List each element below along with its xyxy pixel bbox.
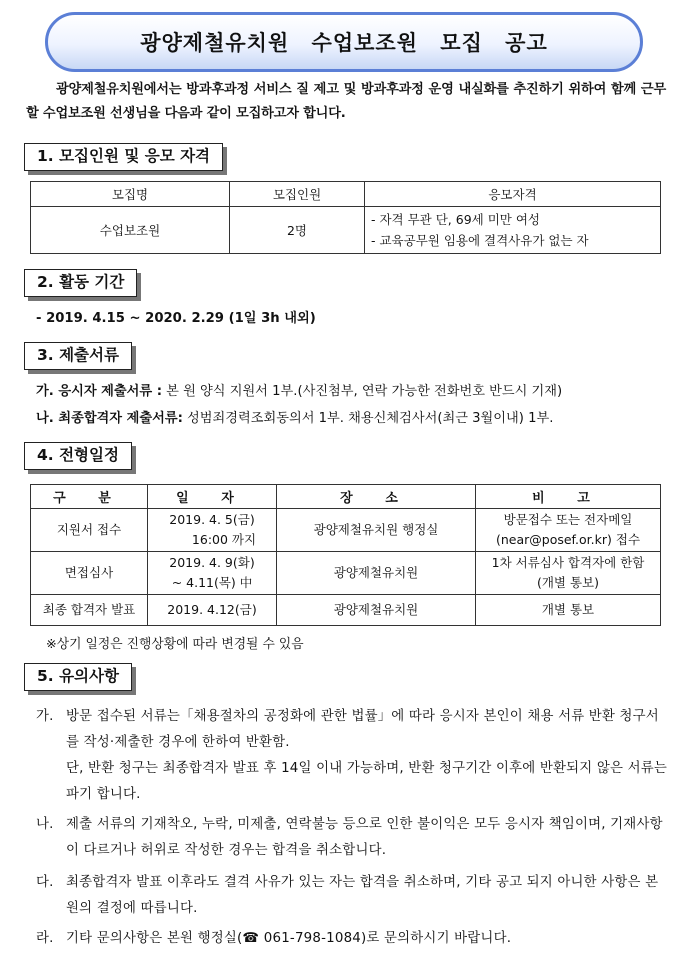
note-item xyxy=(28,704,668,808)
schedule-place: 광양제철유치원 xyxy=(277,552,476,595)
document-text: 본 원 양식 지원서 1부.(사진첨부, 연락 가능한 전화번호 반드시 기재) xyxy=(161,384,563,399)
document-label: 나. 최종합격자 제출서류: xyxy=(36,411,183,426)
recruit-qualifications xyxy=(365,207,661,254)
note-text: 최종합격자 발표 이후라도 결격 사유가 있는 자는 합격을 취소하며, 기타 공고 되지 아니한 사항은 본원의 결정에 따릅니다. xyxy=(66,875,659,916)
note-label: 나. xyxy=(36,817,54,832)
date-line: 2019. 4. 9(화) xyxy=(169,555,255,570)
schedule-note: 개별 통보 xyxy=(476,595,661,626)
schedule-type: 지원서 접수 xyxy=(31,509,148,552)
section-heading-qualification: 1. 모집인원 및 응모 자격 xyxy=(24,143,223,171)
qualification-item: - 교육공무원 임용에 결격사유가 없는 자 xyxy=(371,233,589,248)
table-header: 비 고 xyxy=(476,485,661,509)
schedule-note xyxy=(476,509,661,552)
section-heading-notes: 5. 유의사항 xyxy=(24,663,132,691)
note-label: 라. xyxy=(36,931,54,946)
date-line: 2019. 4. 5(금) xyxy=(169,512,255,527)
schedule-footnote: ※상기 일정은 진행상황에 따라 변경될 수 있음 xyxy=(46,637,304,652)
table-header: 일 자 xyxy=(148,485,277,509)
table-row xyxy=(31,509,661,552)
note-text: 기타 문의사항은 본원 행정실(☎ 061-798-1084)로 문의하시기 바랍니다. xyxy=(66,931,512,946)
document-item-applicant xyxy=(36,380,562,399)
note-item xyxy=(28,812,668,864)
note-text-continued: 단, 반환 청구는 최종합격자 발표 후 14일 이내 가능하며, 반환 청구기간 이후에 반환되지 않은 서류는 파기 합니다. xyxy=(66,761,668,802)
note-item xyxy=(28,926,668,952)
table-header: 모집명 xyxy=(31,182,230,207)
schedule-table xyxy=(30,484,661,626)
schedule-type: 면접심사 xyxy=(31,552,148,595)
schedule-date xyxy=(148,552,277,595)
note-line: (개별 통보) xyxy=(536,575,600,590)
schedule-date: 2019. 4.12(금) xyxy=(148,595,277,626)
note-text: 방문 접수된 서류는「채용절차의 공정화에 관한 법률」에 따라 응시자 본인이 채용 서류 반환 청구서를 작성·제출한 경우에 한하여 반환함. xyxy=(66,709,659,750)
table-header-row xyxy=(31,182,661,207)
table-row xyxy=(31,595,661,626)
table-row xyxy=(31,552,661,595)
table-row xyxy=(31,207,661,254)
note-label: 다. xyxy=(36,875,54,890)
note-line: (near@posef.or.kr) 접수 xyxy=(495,532,641,547)
table-header: 장 소 xyxy=(277,485,476,509)
recruit-table xyxy=(30,181,661,254)
note-line: 방문접수 또는 전자메일 xyxy=(503,512,633,527)
qualification-item: - 자격 무관 단, 69세 미만 여성 xyxy=(371,212,540,227)
document-text: 성범죄경력조회동의서 1부. 채용신체검사서(최근 3월이내) 1부. xyxy=(182,411,554,426)
note-item xyxy=(28,870,668,922)
date-line: ~ 4.11(목) 中 xyxy=(171,575,253,590)
intro-paragraph: 광양제철유치원에서는 방과후과정 서비스 질 제고 및 방과후과정 운영 내실화를 추진하기 위하여 함께 근무할 수업보조원 선생님을 다음과 같이 모집하고자 합니다. xyxy=(26,82,666,121)
activity-period: - 2019. 4.15 ~ 2020. 2.29 (1일 3h 내외) xyxy=(36,311,316,326)
date-line: 16:00 까지 xyxy=(191,532,257,547)
recruit-count: 2명 xyxy=(230,207,365,254)
section-heading-schedule: 4. 전형일정 xyxy=(24,442,132,470)
table-header: 모집인원 xyxy=(230,182,365,207)
schedule-date xyxy=(148,509,277,552)
table-header: 응모자격 xyxy=(365,182,661,207)
table-header-row xyxy=(31,485,661,509)
schedule-place: 광양제철유치원 행정실 xyxy=(277,509,476,552)
recruit-name: 수업보조원 xyxy=(31,207,230,254)
note-label: 가. xyxy=(36,709,54,724)
table-header: 구 분 xyxy=(31,485,148,509)
note-text: 제출 서류의 기재착오, 누락, 미제출, 연락불능 등으로 인한 불이익은 모두 응시자 책임이며, 기재사항이 다르거나 허위로 작성한 경우는 합격을 취소합니다. xyxy=(66,817,663,858)
schedule-place: 광양제철유치원 xyxy=(277,595,476,626)
section-heading-documents: 3. 제출서류 xyxy=(24,342,132,370)
section-heading-period: 2. 활동 기간 xyxy=(24,269,137,297)
document-label: 가. 응시자 제출서류 : xyxy=(36,384,162,399)
schedule-note xyxy=(476,552,661,595)
schedule-type: 최종 합격자 발표 xyxy=(31,595,148,626)
document-item-final xyxy=(36,407,553,426)
note-line: 1차 서류심사 합격자에 한함 xyxy=(491,555,645,570)
page-title: 광양제철유치원 수업보조원 모집 공고 xyxy=(45,12,643,72)
